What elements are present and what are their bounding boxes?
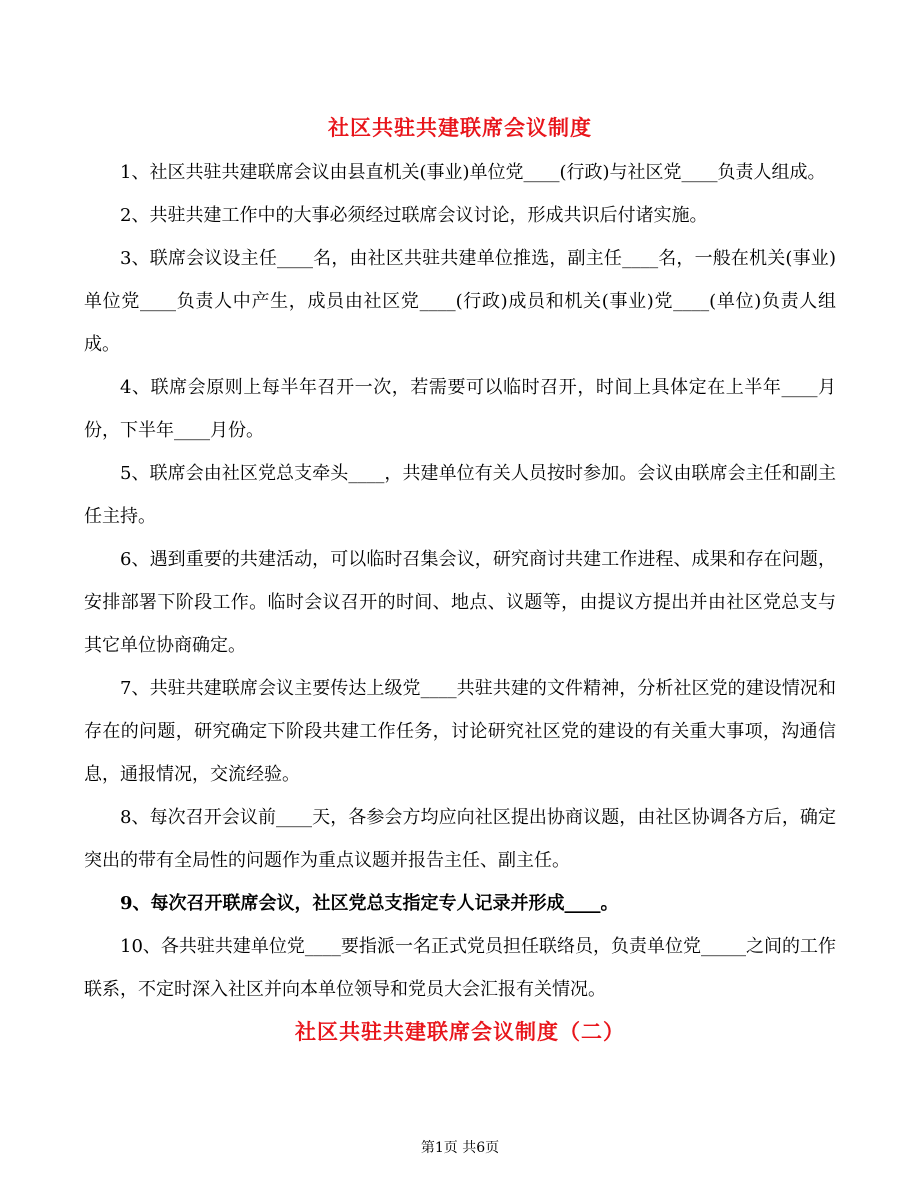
document-title: 社区共驻共建联席会议制度 bbox=[328, 115, 592, 140]
paragraph-7: 7、共驻共建联席会议主要传达上级党____共驻共建的文件精神，分析社区党的建设情况和存在的问题，研究确定下阶段共建工作任务，讨论研究社区党的建设的有关重大事项，沟通信息，通报情况，交流经验。 bbox=[84, 678, 836, 785]
paragraph-10: 10、各共驻共建单位党____要指派一名正式党员担任联络员，负责单位党_____之间的工作联系，不定时深入社区并向本单位领导和党员大会汇报有关情况。 bbox=[84, 936, 836, 1000]
paragraph-8: 8、每次召开会议前____天，各参会方均应向社区提出协商议题，由社区协调各方后，确定突出的带有全局性的问题作为重点议题并报告主任、副主任。 bbox=[84, 807, 836, 871]
page-number: 第1页 共6页 bbox=[420, 1140, 500, 1156]
paragraph-2: 2、共驻共建工作中的大事必须经过联席会议讨论，形成共识后付诸实施。 bbox=[120, 205, 708, 226]
document-body bbox=[84, 151, 836, 1011]
paragraph-4: 4、联席会原则上每半年召开一次，若需要可以临时召开，时间上具体定在上半年____月份，下半年____月份。 bbox=[84, 377, 836, 441]
next-section-title: 社区共驻共建联席会议制度（二） bbox=[295, 1019, 625, 1044]
paragraph-3: 3、联席会议设主任____名，由社区共驻共建单位推选，副主任____名，一般在机关(事业)单位党____负责人中产生，成员由社区党____(行政)成员和机关(事业)党____(单位)负责人组成。 bbox=[84, 248, 836, 355]
paragraph-6: 6、遇到重要的共建活动，可以临时召集会议，研究商讨共建工作进程、成果和存在问题，安排部署下阶段工作。临时会议召开的时间、地点、议题等，由提议方提出并由社区党总支与其它单位协商确定。 bbox=[84, 549, 836, 656]
paragraph-9: 9、每次召开联席会议，社区党总支指定专人记录并形成____。 bbox=[120, 893, 619, 914]
paragraph-5: 5、联席会由社区党总支牵头____，共建单位有关人员按时参加。会议由联席会主任和副主任主持。 bbox=[84, 463, 836, 527]
paragraph-1: 1、社区共驻共建联席会议由县直机关(事业)单位党____(行政)与社区党____负责人组成。 bbox=[120, 162, 826, 183]
